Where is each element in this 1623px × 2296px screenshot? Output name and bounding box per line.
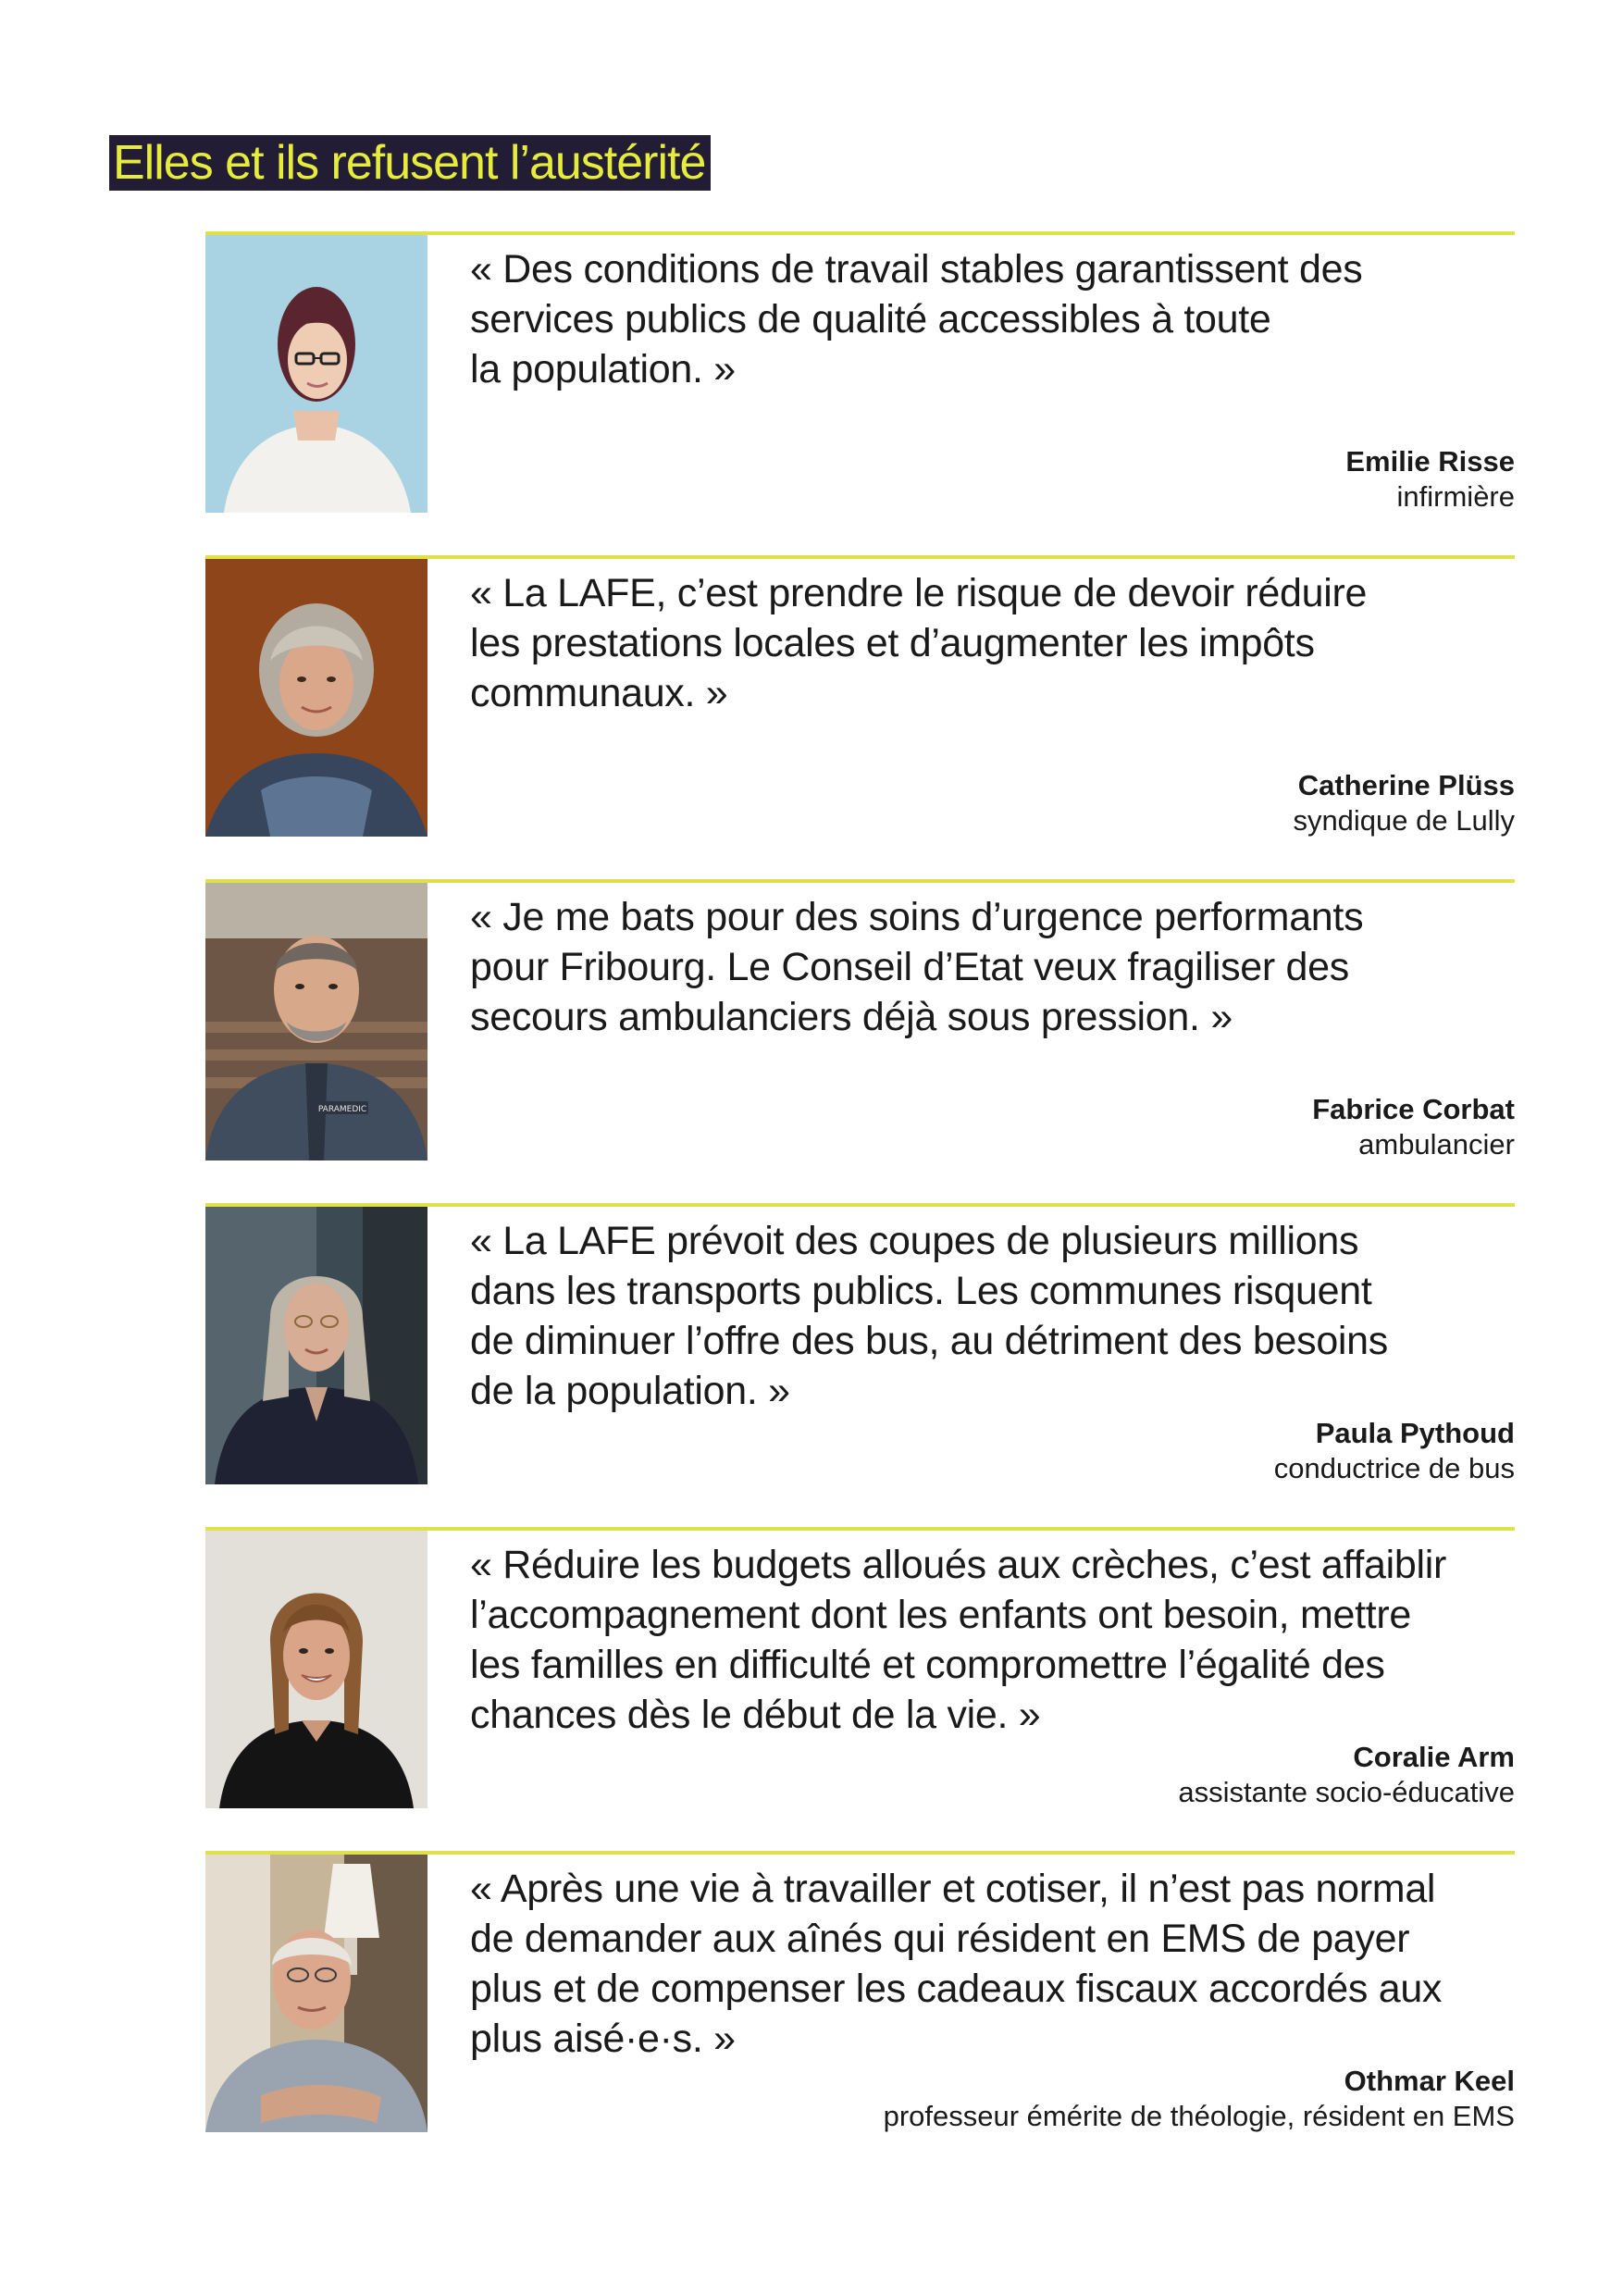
quote-line: « La LAFE, c’est prendre le risque de devoir réduire: [470, 571, 1368, 615]
quote-line: de diminuer l’offre des bus, au détriment des besoins: [470, 1319, 1388, 1363]
quote-line: services publics de qualité accessibles à toute: [470, 297, 1271, 341]
person-name: Fabrice Corbat: [1312, 1093, 1515, 1125]
testimonial-card: [205, 1203, 1515, 1486]
portrait-catherine-pluss: [205, 559, 427, 837]
testimonial-card: [205, 1851, 1515, 2134]
testimonial-quote: [470, 1864, 1514, 2064]
testimonial-card: [205, 231, 1515, 515]
quote-line: communaux. »: [470, 671, 728, 715]
portrait-photo: [205, 1531, 427, 1808]
person-role: assistante socio-éducative: [1178, 1776, 1515, 1808]
quote-line: pour Fribourg. Le Conseil d’Etat veux fragiliser des: [470, 945, 1349, 989]
portrait-paula-pythoud: [205, 1207, 427, 1484]
quote-line: dans les transports publics. Les communes risquent: [470, 1269, 1372, 1313]
person-role: conductrice de bus: [1273, 1452, 1515, 1484]
portrait-emilie-risse: [205, 235, 427, 513]
quote-line: les prestations locales et d’augmenter les impôts: [470, 621, 1315, 665]
person-name: Coralie Arm: [1353, 1741, 1515, 1773]
testimonial-quote: [470, 568, 1514, 718]
quote-line: « Je me bats pour des soins d’urgence performants: [470, 895, 1364, 939]
quote-line: « Réduire les budgets alloués aux crèches, c’est affaiblir: [470, 1543, 1447, 1587]
portrait-othmar-keel: [205, 1855, 427, 2132]
portrait-fabrice-corbat: [205, 883, 427, 1160]
person-role: professeur émérite de théologie, résident en EMS: [883, 2100, 1515, 2132]
attribution: [497, 768, 1515, 838]
quote-line: plus aisé·e·s. »: [470, 2017, 736, 2061]
portrait-photo: [205, 1207, 427, 1484]
jacket-label: PARAMEDIC: [317, 1105, 367, 1114]
testimonial-card: [205, 555, 1515, 838]
quote-line: de demander aux aînés qui résident en EMS de payer: [470, 1917, 1410, 1961]
testimonial-quote: [470, 892, 1514, 1042]
testimonial-quote: [470, 244, 1514, 394]
portrait-photo: [205, 1855, 427, 2132]
person-name: Emilie Risse: [1345, 445, 1515, 478]
person-name: Catherine Plüss: [1297, 769, 1515, 801]
attribution: [497, 1416, 1515, 1486]
quote-line: de la population. »: [470, 1369, 790, 1413]
quote-line: l’accompagnement dont les enfants ont besoin, mettre: [470, 1593, 1412, 1637]
attribution: [497, 1092, 1515, 1162]
quote-line: plus et de compenser les cadeaux fiscaux accordés aux: [470, 1967, 1443, 2011]
quote-line: « Après une vie à travailler et cotiser, il n’est pas normal: [470, 1867, 1436, 1911]
person-name: Othmar Keel: [1344, 2065, 1515, 2097]
testimonial-quote: [470, 1216, 1514, 1416]
portrait-coralie-arm: [205, 1531, 427, 1808]
quote-line: « La LAFE prévoit des coupes de plusieurs millions: [470, 1219, 1359, 1263]
testimonial-quote: [470, 1540, 1514, 1740]
attribution: [497, 1740, 1515, 1810]
quote-line: la population. »: [470, 347, 736, 391]
testimonial-card: [205, 879, 1515, 1162]
quote-line: chances dès le début de la vie. »: [470, 1693, 1041, 1737]
person-role: ambulancier: [1358, 1128, 1515, 1160]
quote-line: « Des conditions de travail stables garantissent des: [470, 247, 1363, 292]
person-name: Paula Pythoud: [1315, 1417, 1515, 1449]
portrait-photo: [205, 235, 427, 513]
person-role: infirmière: [1396, 480, 1515, 513]
testimonial-card: [205, 1527, 1515, 1810]
attribution: [497, 2064, 1515, 2134]
portrait-photo: [205, 559, 427, 837]
attribution: [497, 444, 1515, 515]
portrait-photo: [205, 883, 427, 1160]
person-role: syndique de Lully: [1293, 804, 1515, 837]
page-title: Elles et ils refusent l’austérité: [109, 135, 711, 191]
quote-line: les familles en difficulté et compromettre l’égalité des: [470, 1643, 1385, 1687]
quote-line: secours ambulanciers déjà sous pression. »: [470, 995, 1233, 1039]
